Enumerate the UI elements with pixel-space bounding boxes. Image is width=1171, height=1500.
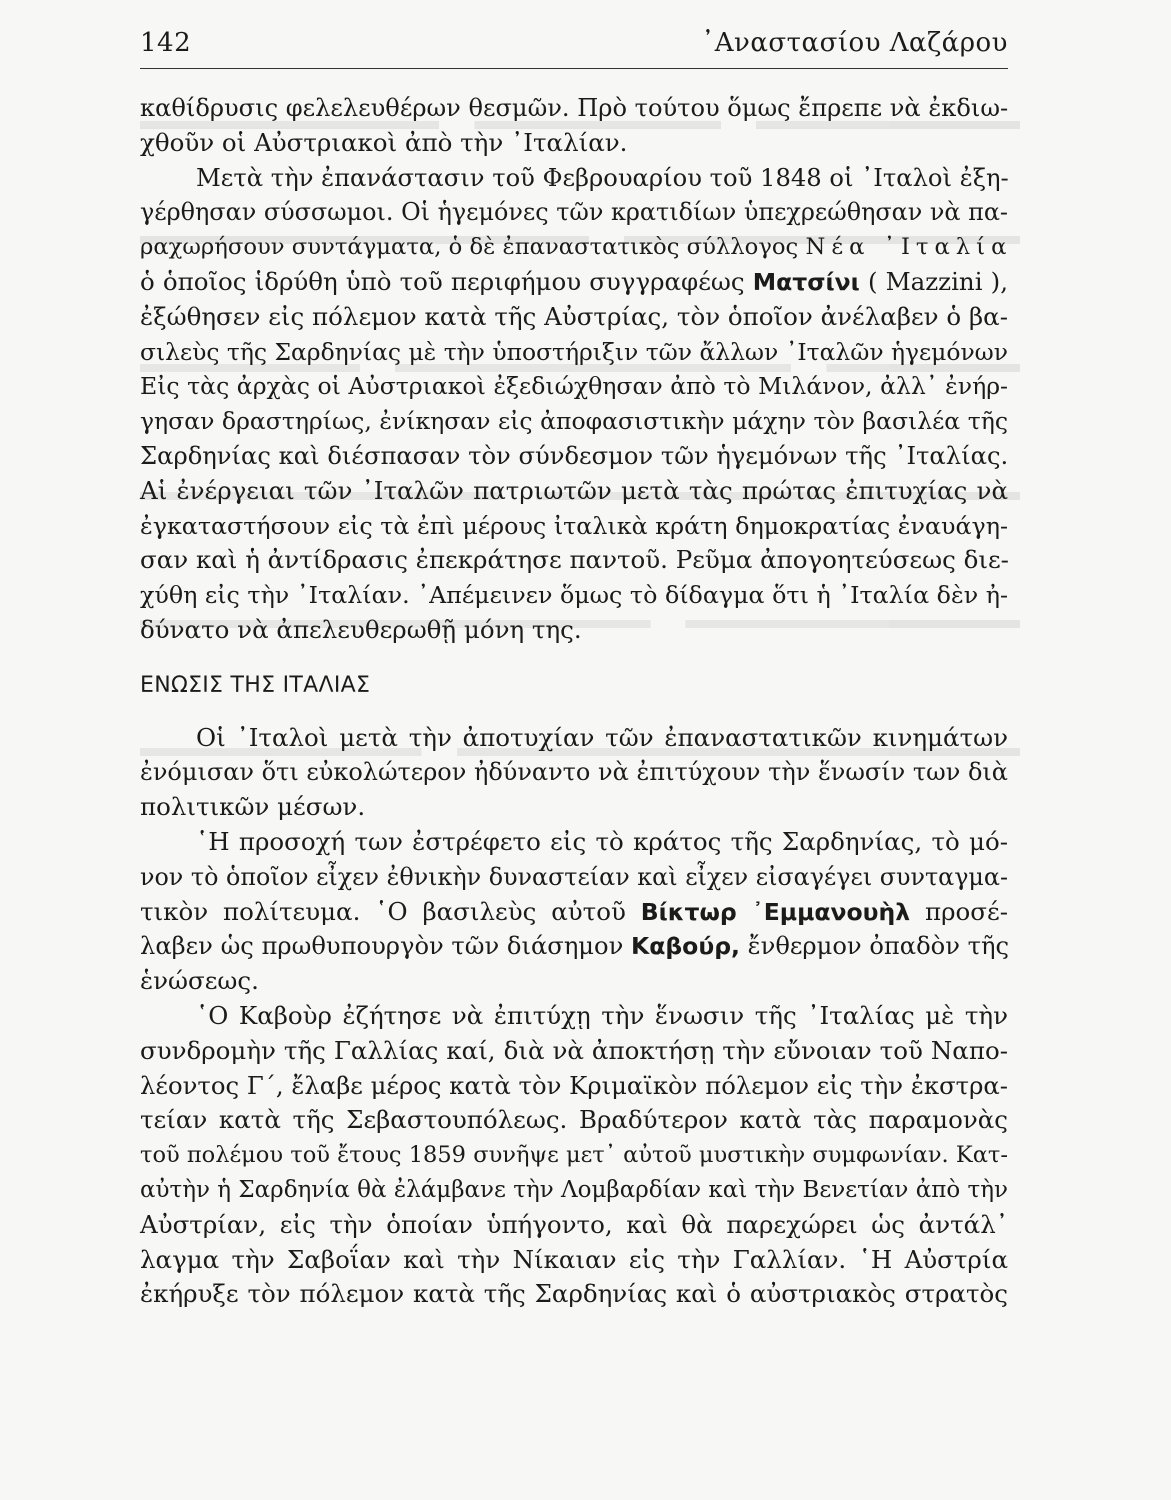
text-line: ἐκήρυξε τὸν πόλεμον κατὰ τῆς Σαρδηνίας καὶ ὁ αὐστριακὸς στρατὸς xyxy=(140,1279,1008,1309)
text-line: ἐξώθησεν εἰς πόλεμον κατὰ τῆς Αὐστρίας, τὸν ὁποῖον ἀνέλαβεν ὁ βα- xyxy=(140,301,1008,331)
text-line: γησαν δραστηρίως, ἐνίκησαν εἰς ἀποφασιστικὴν μάχην τὸν βασιλέα τῆς xyxy=(140,407,1008,436)
text-line: λέοντος Γ΄, ἔλαβε μέρος κατὰ τὸν Κριμαϊκὸν πόλεμον εἰς τὴν ἐκστρα- xyxy=(140,1070,1008,1100)
text-line: αὐτὴν ἡ Σαρδηνία θὰ ἐλάμβανε τὴν Λομβαρδίαν καὶ τὴν Βενετίαν ἀπὸ τὴν xyxy=(140,1176,1008,1203)
text-line: Αὐστρίαν, εἰς τὴν ὁποίαν ὑπήγοντο, καὶ θὰ παρεχώρει ὡς ἀντάλ᾿ xyxy=(140,1209,1008,1239)
text-segment: λαβεν ὡς πρωθυπουργὸν τῶν διάσημον xyxy=(140,932,624,961)
text-line: Αἱ ἐνέργειαι τῶν ᾿Ιταλῶν πατριωτῶν μετὰ τὰς πρώτας ἐπιτυχίας νὰ xyxy=(140,475,1008,505)
text-line: ἑνώσεως. xyxy=(140,966,259,996)
text-line xyxy=(140,929,1008,964)
text-segment: ὁ ὁποῖος ἱδρύθη ὑπὸ τοῦ περιφήμου συγγραφέως xyxy=(140,266,745,296)
text-line: σιλεὺς τῆς Σαρδηνίας μὲ τὴν ὑποστήριξιν τῶν ἄλλων ᾿Ιταλῶν ἡγεμόνων xyxy=(140,337,1008,366)
section-heading: ΕΝΩΣΙΣ ΤΗΣ ΙΤΑΛΙΑΣ xyxy=(140,672,371,698)
bold-name-mazzini: Ματσίνι xyxy=(752,267,860,296)
page-number: 142 xyxy=(140,28,192,58)
text-line xyxy=(140,265,1008,300)
text-line xyxy=(140,230,1013,265)
text-segment: ἔνθερμον ὀπαδὸν τῆς xyxy=(747,932,1010,961)
text-line: συνδρομὴν τῆς Γαλλίας καί, διὰ νὰ ἀποκτήσῃ τὴν εὔνοιαν τοῦ Ναπο- xyxy=(140,1035,1008,1065)
text-line: χύθη εἰς τὴν ᾿Ιταλίαν. ᾿Απέμεινεν ὅμως τὸ δίδαγμα ὅτι ἡ ᾿Ιταλία δὲν ἠ- xyxy=(140,581,1008,610)
text-line: τοῦ πολέμου τοῦ ἔτους 1859 συνῆψε μετ᾿ αὐτοῦ μυστικὴν συμφωνίαν. Κατ- xyxy=(140,1142,1008,1169)
text-segment: ραχωρήσουν συντάγματα, ὁ δὲ ἐπαναστατικὸς σύλλογος xyxy=(140,234,799,261)
bold-name-cavour: Καβούρ, xyxy=(631,932,740,961)
text-segment: προσέ- xyxy=(925,896,1008,926)
header-rule xyxy=(140,68,1008,69)
body-text xyxy=(140,91,1013,1312)
text-line: γέρθησαν σύσσωμοι. Οἱ ἡγεμόνες τῶν κρατιδίων ὑπεχρεώθησαν νὰ πα- xyxy=(140,198,1008,227)
text-line: ἐνόμισαν ὅτι εὐκολώτερον ἠδύναντο νὰ ἐπιτύχουν τὴν ἕνωσίν των διὰ xyxy=(140,758,1008,787)
spaced-society-name: Νέα ᾿Ιταλία xyxy=(805,234,1013,261)
text-line xyxy=(140,895,1008,930)
text-segment: ( Mazzini ), xyxy=(867,266,1008,296)
page-header xyxy=(140,26,1008,66)
text-line: ἐγκαταστήσουν εἰς τὰ ἐπὶ μέρους ἰταλικὰ κράτη δημοκρατίας ἐναυάγη- xyxy=(140,511,1008,540)
text-line: Εἰς τὰς ἀρχὰς οἱ Αὐστριακοὶ ἐξεδιώχθησαν ἀπὸ τὸ Μιλάνον, ἀλλ᾿ ἐνήρ- xyxy=(140,372,1008,401)
text-line: λαγμα τὴν Σαβοΐαν καὶ τὴν Νίκαιαν εἰς τὴν Γαλλίαν. ῾Η Αὐστρία xyxy=(140,1244,1008,1274)
text-line: χθοῦν οἱ Αὐστριακοὶ ἀπὸ τὴν ᾿Ιταλίαν. xyxy=(140,127,628,157)
text-line: νον τὸ ὁποῖον εἶχεν ἐθνικὴν δυναστείαν καὶ εἶχεν εἰσαγέγει συνταγμα- xyxy=(140,862,1008,891)
text-line: πολιτικῶν μέσων. xyxy=(140,792,366,822)
running-head-author: ᾿Αναστασίου Λαζάρου xyxy=(701,28,1008,58)
text-line: τείαν κατὰ τῆς Σεβαστουπόλεως. Βραδύτερον κατὰ τὰς παραμονὰς xyxy=(140,1105,1008,1135)
bold-name-victor-emmanuel: Βίκτωρ ᾿Εμμανουὴλ xyxy=(640,897,911,926)
text-line: δύνατο νὰ ἀπελευθερωθῇ μόνη της. xyxy=(140,614,582,644)
text-line: ῾Ο Καβοὺρ ἐζήτησε νὰ ἐπιτύχῃ τὴν ἕνωσιν τῆς ᾿Ιταλίας μὲ τὴν xyxy=(196,1000,1008,1030)
text-segment: τικὸν πολίτευμα. ῾Ο βασιλεὺς αὐτοῦ xyxy=(140,896,626,926)
text-line: Οἱ ᾿Ιταλοὶ μετὰ τὴν ἀποτυχίαν τῶν ἐπαναστατικῶν κινημάτων xyxy=(196,722,1008,752)
text-line: Σαρδηνίας καὶ διέσπασαν τὸν σύνδεσμον τῶν ἡγεμόνων τῆς ᾿Ιταλίας. xyxy=(140,441,1009,470)
text-line: σαν καὶ ἡ ἀντίδρασις ἐπεκράτησε παντοῦ. Ρεῦμα ἀπογοητεύσεως διε- xyxy=(140,545,1009,575)
text-line: Μετὰ τὴν ἐπανάστασιν τοῦ Φεβρουαρίου τοῦ 1848 οἱ ᾿Ιταλοὶ ἐξη- xyxy=(196,163,1009,192)
text-line: καθίδρυσις φελελευθέρων θεσμῶν. Πρὸ τούτου ὅμως ἔπρεπε νὰ ἐκδιω- xyxy=(140,94,1009,122)
text-line: ῾Η προσοχή των ἐστρέφετο εἰς τὸ κράτος τῆς Σαρδηνίας, τὸ μό- xyxy=(196,826,1008,856)
